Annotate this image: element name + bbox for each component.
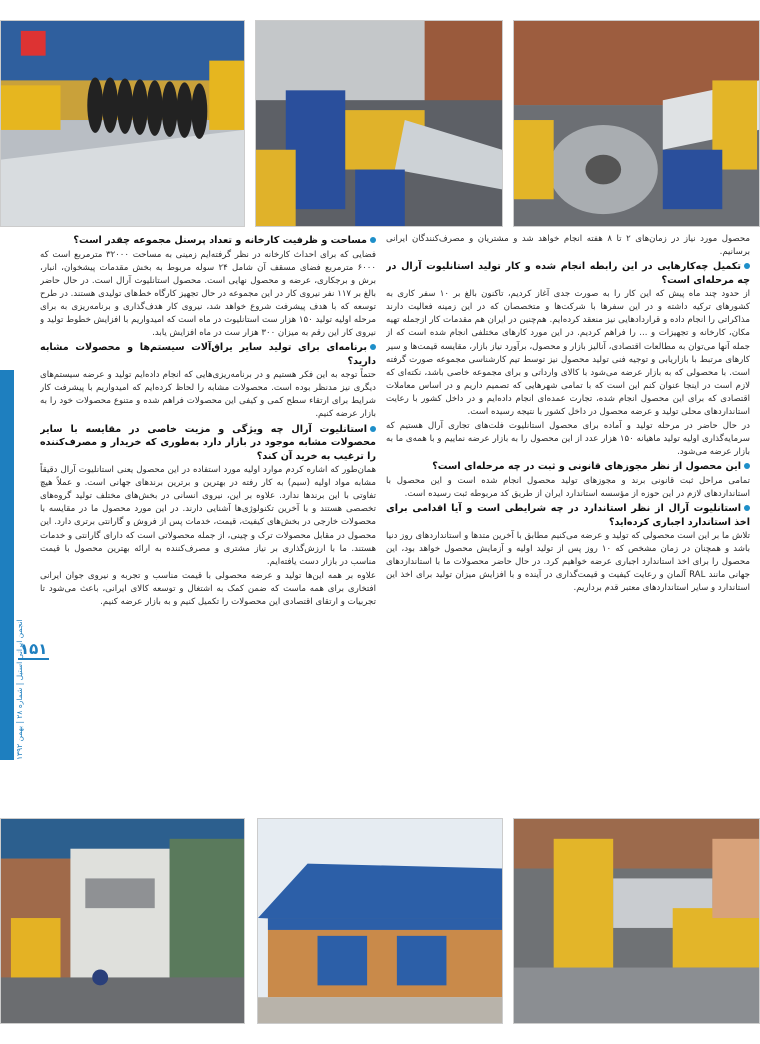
answer-paragraph: علاوه بر همه این‌ها تولید و عرضه محصولی با قیمت مناسب و تجربه و نیروی جوان ایرانی افتخاری برای همه ماست که ضمن کمک به اشتغال و توسعه کالای ایرانی، باعث می‌شود تا تجربیات و ارتقای اقتصادی این محصولات را تکمیل کنیم و به بازار عرضه کنیم. — [40, 570, 376, 607]
left-text-column — [40, 233, 376, 815]
question-heading — [386, 260, 750, 287]
answer-paragraph: همان‌طور که اشاره کردم موارد اولیه مورد استفاده در این محصول یعنی استانلیوت آرال دقیقاً مشابه مواد اولیه (سیم) به کار رفته در بهترین و برترین برندهای جهانی است. و عملاً هیچ تفاوتی با این برندها ندارد. علاوه بر این، نیروی انسانی در بخش‌های مختلف تولید گروه‌های تخصصی هستند و با آخرین تکنولوژی‌ها آشنایی دارند. در این مورد محصول ما در مقایسه با محصولات خارجی در بخش‌های کیفیت، قیمت، خدمات پس از فروش و گارانتی برتری دارد. این محصول در مقابل محصولات ترک و چینی، از جمله محصولاتی است که دارای گارانتی و خدمات هستند. ما با ارزش‌گذاری بر نیاز مشتری و مصرف‌کننده به ارائه بهترین محصول با قیمت مناسب در بازار دست یافته‌ایم. — [40, 465, 376, 567]
page-number: ۱۵۱ — [20, 640, 48, 658]
coil-line-photo — [255, 20, 503, 227]
answer-paragraph: تلاش ما بر این است محصولی که تولید و عرضه می‌کنیم مطابق با آخرین متدها و استانداردهای روز دنیا باشد و همچنان در زمان مشخص که ۱۰ روز پس از تولید اولیه و آزمایش محصول خواهد بود، این محصول را برای اخذ استاندارد اجباری عرضه خواهیم کرد. در حال حاضر محصولات ما با استانداردهای جهانی مانند RAL آلمان و رعایت کیفیت و قیمت‌گذاری در آینده و با افزایش میزان تولید برای اخذ این استاندارد و سایر استانداردهای معتبر قدم برداریم. — [386, 531, 750, 594]
answer-paragraph: حتماً توجه به این فکر هستیم و در برنامه‌ریزی‌هایی که انجام داده‌ایم تولید و عرضه سیستم‌های دیگری نیز مدنظر بوده است. محصولات مشابه را لحاظ کرده‌ایم که امیدواریم با پیشرفت کار شرایط برای ارتقاء سطح کمی و کیفی این محصولات فراهم شده و متنوع محصولات خود را به بازار عرضه کنیم. — [40, 370, 376, 420]
bullet-icon — [370, 344, 376, 350]
cutting-line-photo — [513, 818, 760, 1024]
intro-paragraph: محصول مورد نیاز در زمان‌های ۲ تا ۸ هفته انجام خواهد شد و مشتریان و مصرف‌کنندگان ایرانی برسانیم. — [386, 234, 750, 258]
slitting-machine-photo — [0, 20, 245, 227]
answer-paragraph: تمامی مراحل ثبت قانونی برند و مجوزهای تولید محصول انجام شده است و این محصول با استانداردهای لازم در این حوزه از مؤسسه استاندارد ایران از طریق کد مربوطه ثبت رسیده است. — [386, 475, 750, 499]
question-heading — [40, 423, 376, 464]
uncoiler-photo — [513, 20, 760, 227]
factory-building-photo — [257, 818, 503, 1024]
heading-text: تکمیل چه‌کارهایی در این رابطه انجام شده و کار تولید استانلیوت آرال در چه مرحله‌ای است؟ — [386, 261, 750, 286]
question-heading — [40, 234, 376, 248]
sidebar-accent-strip — [0, 370, 14, 760]
question-heading — [386, 460, 750, 474]
heading-text: برنامه‌ای برای تولید سایر یراق‌آلات سیستم‌ها و محصولات مشابه دارید؟ — [40, 342, 376, 367]
question-heading — [386, 502, 750, 529]
bullet-icon — [744, 463, 750, 469]
bullet-icon — [370, 426, 376, 432]
heading-text: این محصول از نظر مجوزهای قانونی و ثبت در چه مرحله‌ای است؟ — [432, 461, 741, 473]
issue-label: انجمن ایرانی استیل | شماره ۲۸ | بهمن ۱۳۹۲ — [15, 619, 24, 760]
heading-text: استانلیوت آرال از نظر استاندارد در چه شرایطی است و آیا اقدامی برای اخذ استاندارد اجباری کرده‌اید؟ — [386, 503, 750, 528]
bullet-icon — [370, 237, 376, 243]
press-machine-photo — [0, 818, 245, 1024]
answer-paragraph: در حال حاضر در مرحله تولید و آماده برای محصول استانلیوت فلت‌های تجاری آرال هستیم که سرمایه‌گذاری اولیه تولید ماهیانه ۱۵۰ هزار عدد از این محصول را به بازار عرضه نماییم و با همه‌ی ما به بازار عرضه می‌شود. — [386, 421, 750, 458]
heading-text: استانلیوت آرال چه ویژگی و مزیت خاصی در مقایسه با سایر محصولات مشابه موجود در بازار دارد به‌طوری که خریدار و مصرف‌کننده را ترغیب به خرید آن کند؟ — [40, 423, 376, 462]
heading-text: مساحت و ظرفیت کارخانه و تعداد پرسنل مجموعه چقدر است؟ — [73, 235, 367, 246]
bullet-icon — [744, 505, 750, 511]
right-text-column — [386, 233, 750, 815]
question-heading — [40, 341, 376, 368]
bullet-icon — [744, 263, 750, 269]
answer-paragraph: فضایی که برای احداث کارخانه در نظر گرفته‌ایم زمینی به مساحت ۳۲۰۰۰ مترمربع است که ۶۰۰۰ مترمربع فضای مسقف آن شامل ۲۴ سوله مربوط به بخش مقدمات پیشخوان، انبار، برش و برجکاری، عرضه و محصول نهایی است. محصول استانلیوت آرال است. در حال حاضر بالغ بر ۱۱۷ نفر نیروی کار در این مجموعه در حال تجهیز کارگاه خط‌های تولیدی هستند. در طرح توسعه که با هدف پیشرفت شروع خواهد شد، نیروی کار هدف‌گذاری و برنامه‌ریزی به برای مرحله اولیه تولید ۱۵۰ هزار ست استانلیوت در ماه است که امیدواریم با افزایش خطوط تولید و نیروی کار این رقم به میزان ۳۰۰ هزار ست در ماه افزایش یابد. — [40, 249, 376, 339]
answer-paragraph: از حدود چند ماه پیش که این کار را به صورت جدی آغاز کردیم، تاکنون بالغ بر ۱۰ سفر کاری به کشورهای ترکیه داشته و در این سفرها با شرکت‌ها و متخصصان که در این زمینه فعالیت دارند مذاکراتی را انجام داده و قرارداد‌هایی نیز منعقد کرده‌ایم. هم‌چنین در ایران هم مقدمات کار ازجمله تهیه مکان، کارخانه و تجهیزات و ... را فراهم کردیم. در این مورد کارهای مختلفی انجام شده است که از جمله آنها می‌توان به مطالعات اقتصادی، آنالیز بازار و محصول، برآورد نیاز بازار، مقایسه قیمت‌ها و سیر کارهای مرتبط با بازاریابی و توجیه فنی تولید محصول نیز توسط تیم کارشناسی مجموعه صورت گرفته است. با محصولی که به بازار عرضه می‌شود با کالای وارداتی و برای مجموعه خاصی باشد، نکته‌ای که لازم است در اینجا عنوان کنم این است که با تمامی شهرهایی که تصمیم داریم و در اساس معاملات اقتصادی که برای این محصول انجام شده، تجارت عمده‌ای انجام داده‌ایم و در داخل کشور با رعایت استانداردهای محلی تولید و عرضه محصول در داخل کشور با نتیجه رسیده است. — [386, 289, 750, 418]
